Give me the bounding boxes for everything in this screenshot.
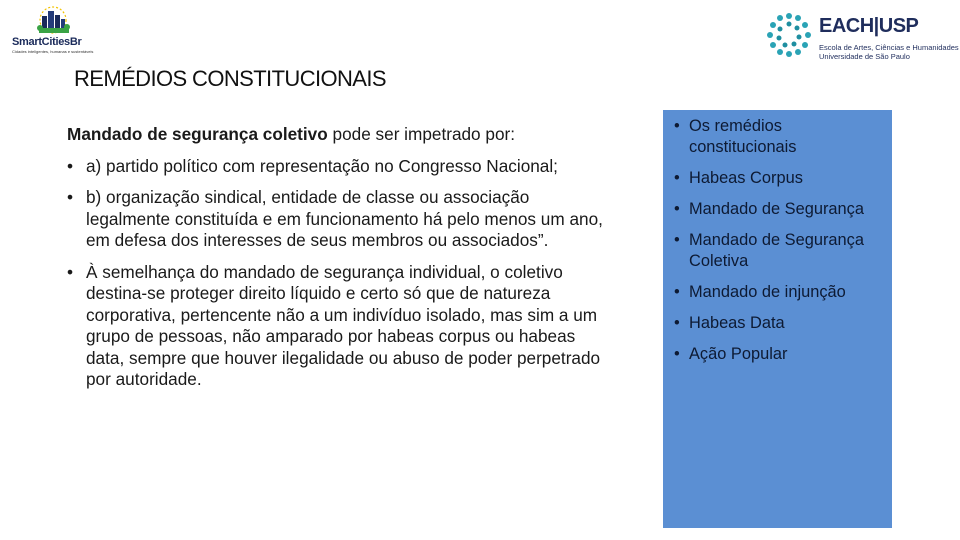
bullet-item: [67, 262, 612, 391]
bullet-icon: •: [674, 345, 680, 363]
list-item: [671, 313, 892, 334]
bullet-icon: •: [674, 283, 680, 301]
bullet-icon: •: [674, 314, 680, 332]
lead-rest: pode ser impetrado por:: [327, 124, 516, 144]
list-item: [671, 116, 892, 158]
bullet-text: b) organização sindical, entidade de classe ou associação legalmente constituída e em funcionamento há pelo menos um ano, em defesa dos interesses de seus membros ou associados”.: [86, 187, 603, 250]
right-logo-line2: Universidade de São Paulo: [819, 52, 910, 61]
remedies-panel: [663, 110, 892, 528]
bullet-icon: •: [674, 231, 680, 249]
list-item-text: Habeas Data: [689, 314, 785, 332]
bullet-text: À semelhança do mandado de segurança individual, o coletivo destina-se proteger direito líquido e certo só que de natureza corporativa, pertencente não a um indivíduo isolado, mas sim a um grupo de pessoas, não amparado por habeas corpus ou habeas data, sempre que houver ilegalidade ou abuso de poder perpetrado por autoridade.: [86, 261, 601, 389]
list-item-text: Mandado de Segurança: [689, 200, 864, 218]
bullet-text: a) partido político com representação no Congresso Nacional;: [86, 155, 558, 176]
bullet-icon: •: [67, 187, 74, 207]
slide-title: REMÉDIOS CONSTITUCIONAIS: [74, 66, 386, 91]
lead-bold: Mandado de segurança coletivo: [67, 124, 328, 144]
list-item: [671, 168, 892, 189]
rosette-icon: [764, 10, 814, 60]
list-item-text: Ação Popular: [689, 345, 788, 363]
left-logo-name: SmartCitiesBr: [12, 36, 82, 48]
smartcitiesbr-logo: [10, 6, 94, 54]
bullet-icon: •: [674, 117, 680, 135]
bullet-item: [67, 156, 612, 178]
city-skyline-icon: [30, 6, 76, 36]
bullet-icon: •: [67, 155, 74, 176]
each-usp-logo: [764, 10, 959, 64]
remedies-list: [663, 110, 892, 365]
list-item-text: Mandado de Segurança Coletiva: [689, 231, 864, 270]
lead-paragraph: [67, 124, 612, 146]
right-logo-brand: EACH|USP: [819, 15, 919, 37]
list-item-text: Mandado de injunção: [689, 283, 846, 301]
list-item: [671, 230, 892, 272]
bullet-item: [67, 187, 612, 252]
left-content: [67, 124, 612, 401]
left-logo-tagline: Cidades inteligentes, humanas e sustentáveis: [12, 49, 94, 54]
bullet-icon: •: [674, 169, 680, 187]
bullet-icon: •: [674, 200, 680, 218]
list-item: [671, 282, 892, 303]
list-item: [671, 199, 892, 220]
list-item: [671, 344, 892, 365]
right-logo-line1: Escola de Artes, Ciências e Humanidades: [819, 43, 959, 52]
list-item-text: Os remédios constitucionais: [689, 117, 797, 156]
bullet-icon: •: [67, 261, 74, 282]
list-item-text: Habeas Corpus: [689, 169, 803, 187]
